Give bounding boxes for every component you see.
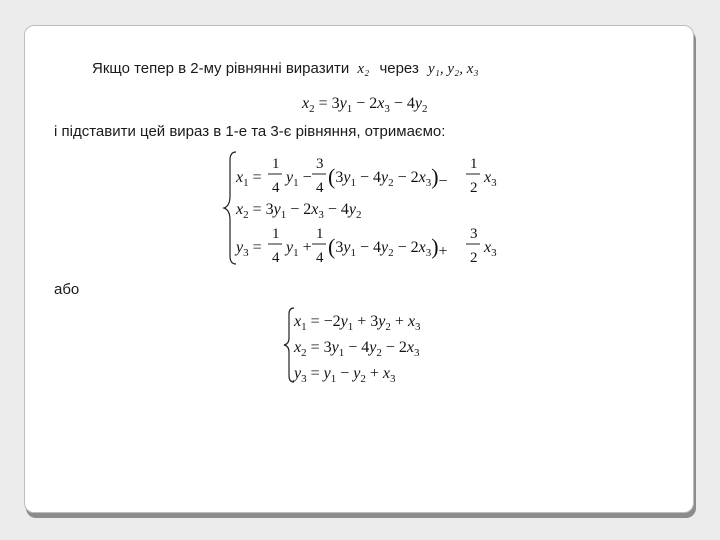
svg-text:3: 3 bbox=[470, 226, 478, 242]
main-expression bbox=[298, 88, 458, 116]
svg-text:4: 4 bbox=[272, 180, 280, 196]
intro-variable: x₂ bbox=[357, 61, 370, 77]
svg-text:1: 1 bbox=[272, 156, 280, 172]
brace-1 bbox=[224, 152, 236, 264]
intro-prefix: Якщо тепер в 2-му рівнянні виразити bbox=[92, 60, 350, 77]
svg-text:(3y1 − 4y2 − 2x3)+: $(3y_1 - 4y_2 - 2x_3)+$ bbox=[328, 234, 448, 260]
svg-text:y1 +: $y_1$ + bbox=[286, 239, 312, 259]
svg-text:4: 4 bbox=[316, 180, 324, 196]
svg-text:y1 −: $y_1$ − bbox=[286, 169, 312, 189]
svg-text:1: 1 bbox=[316, 226, 324, 242]
brace-2 bbox=[284, 308, 294, 382]
svg-text:3: 3 bbox=[316, 156, 324, 172]
svg-text:4: 4 bbox=[272, 250, 280, 266]
or-text: або bbox=[54, 281, 80, 298]
substitute-text: і підставити цей вираз в 1-е та 3-є рівняння, отримаємо: bbox=[54, 123, 446, 140]
svg-text:x3: $x_3$ bbox=[484, 239, 497, 259]
svg-text:y3 = y1 − y2 + x3: $y_3 = y_1 - y_2 + x_3$ bbox=[294, 365, 396, 385]
svg-text:4: 4 bbox=[316, 250, 324, 266]
svg-text:1: 1 bbox=[272, 226, 280, 242]
intro-mid: через bbox=[379, 60, 419, 77]
svg-text:x2 = 3y1 − 2x3 − 4y2: $x_2 = 3y_1 - 2x_3 - 4y_2$ bbox=[302, 95, 428, 115]
svg-text:x1 =: $x_1$ = bbox=[236, 169, 262, 189]
svg-text:x1 = −2y1 + 3y2 + x3: $x_1 = -2y_1 + 3y_2 + x_3$ bbox=[294, 313, 421, 333]
svg-text:x3: $x_3$ bbox=[484, 169, 497, 189]
svg-text:x2 = 3y1 − 4y2 − 2x3: $x_2 = 3y_1 - 4y_2 - 2x_3$ bbox=[294, 339, 420, 359]
svg-text:(3y1 − 4y2 − 2x3)−: $(3y_1 - 4y_2 - 2x_3)-$ bbox=[328, 164, 448, 190]
system-of-equations-2 bbox=[282, 304, 462, 386]
intro-line bbox=[92, 60, 479, 78]
svg-text:y3 =: $y_3$ = bbox=[236, 239, 262, 259]
svg-text:2: 2 bbox=[470, 180, 478, 196]
intro-variables-list: y₁, y₂, x₃ bbox=[428, 61, 479, 77]
svg-text:1: 1 bbox=[470, 156, 478, 172]
system-of-equations-1 bbox=[222, 146, 512, 270]
svg-text:2: 2 bbox=[470, 250, 478, 266]
svg-text:x2 = 3y1 − 2x3 − 4y2: $x_2 = 3y_1 - 2x_3 - 4y_2$ bbox=[236, 201, 362, 221]
